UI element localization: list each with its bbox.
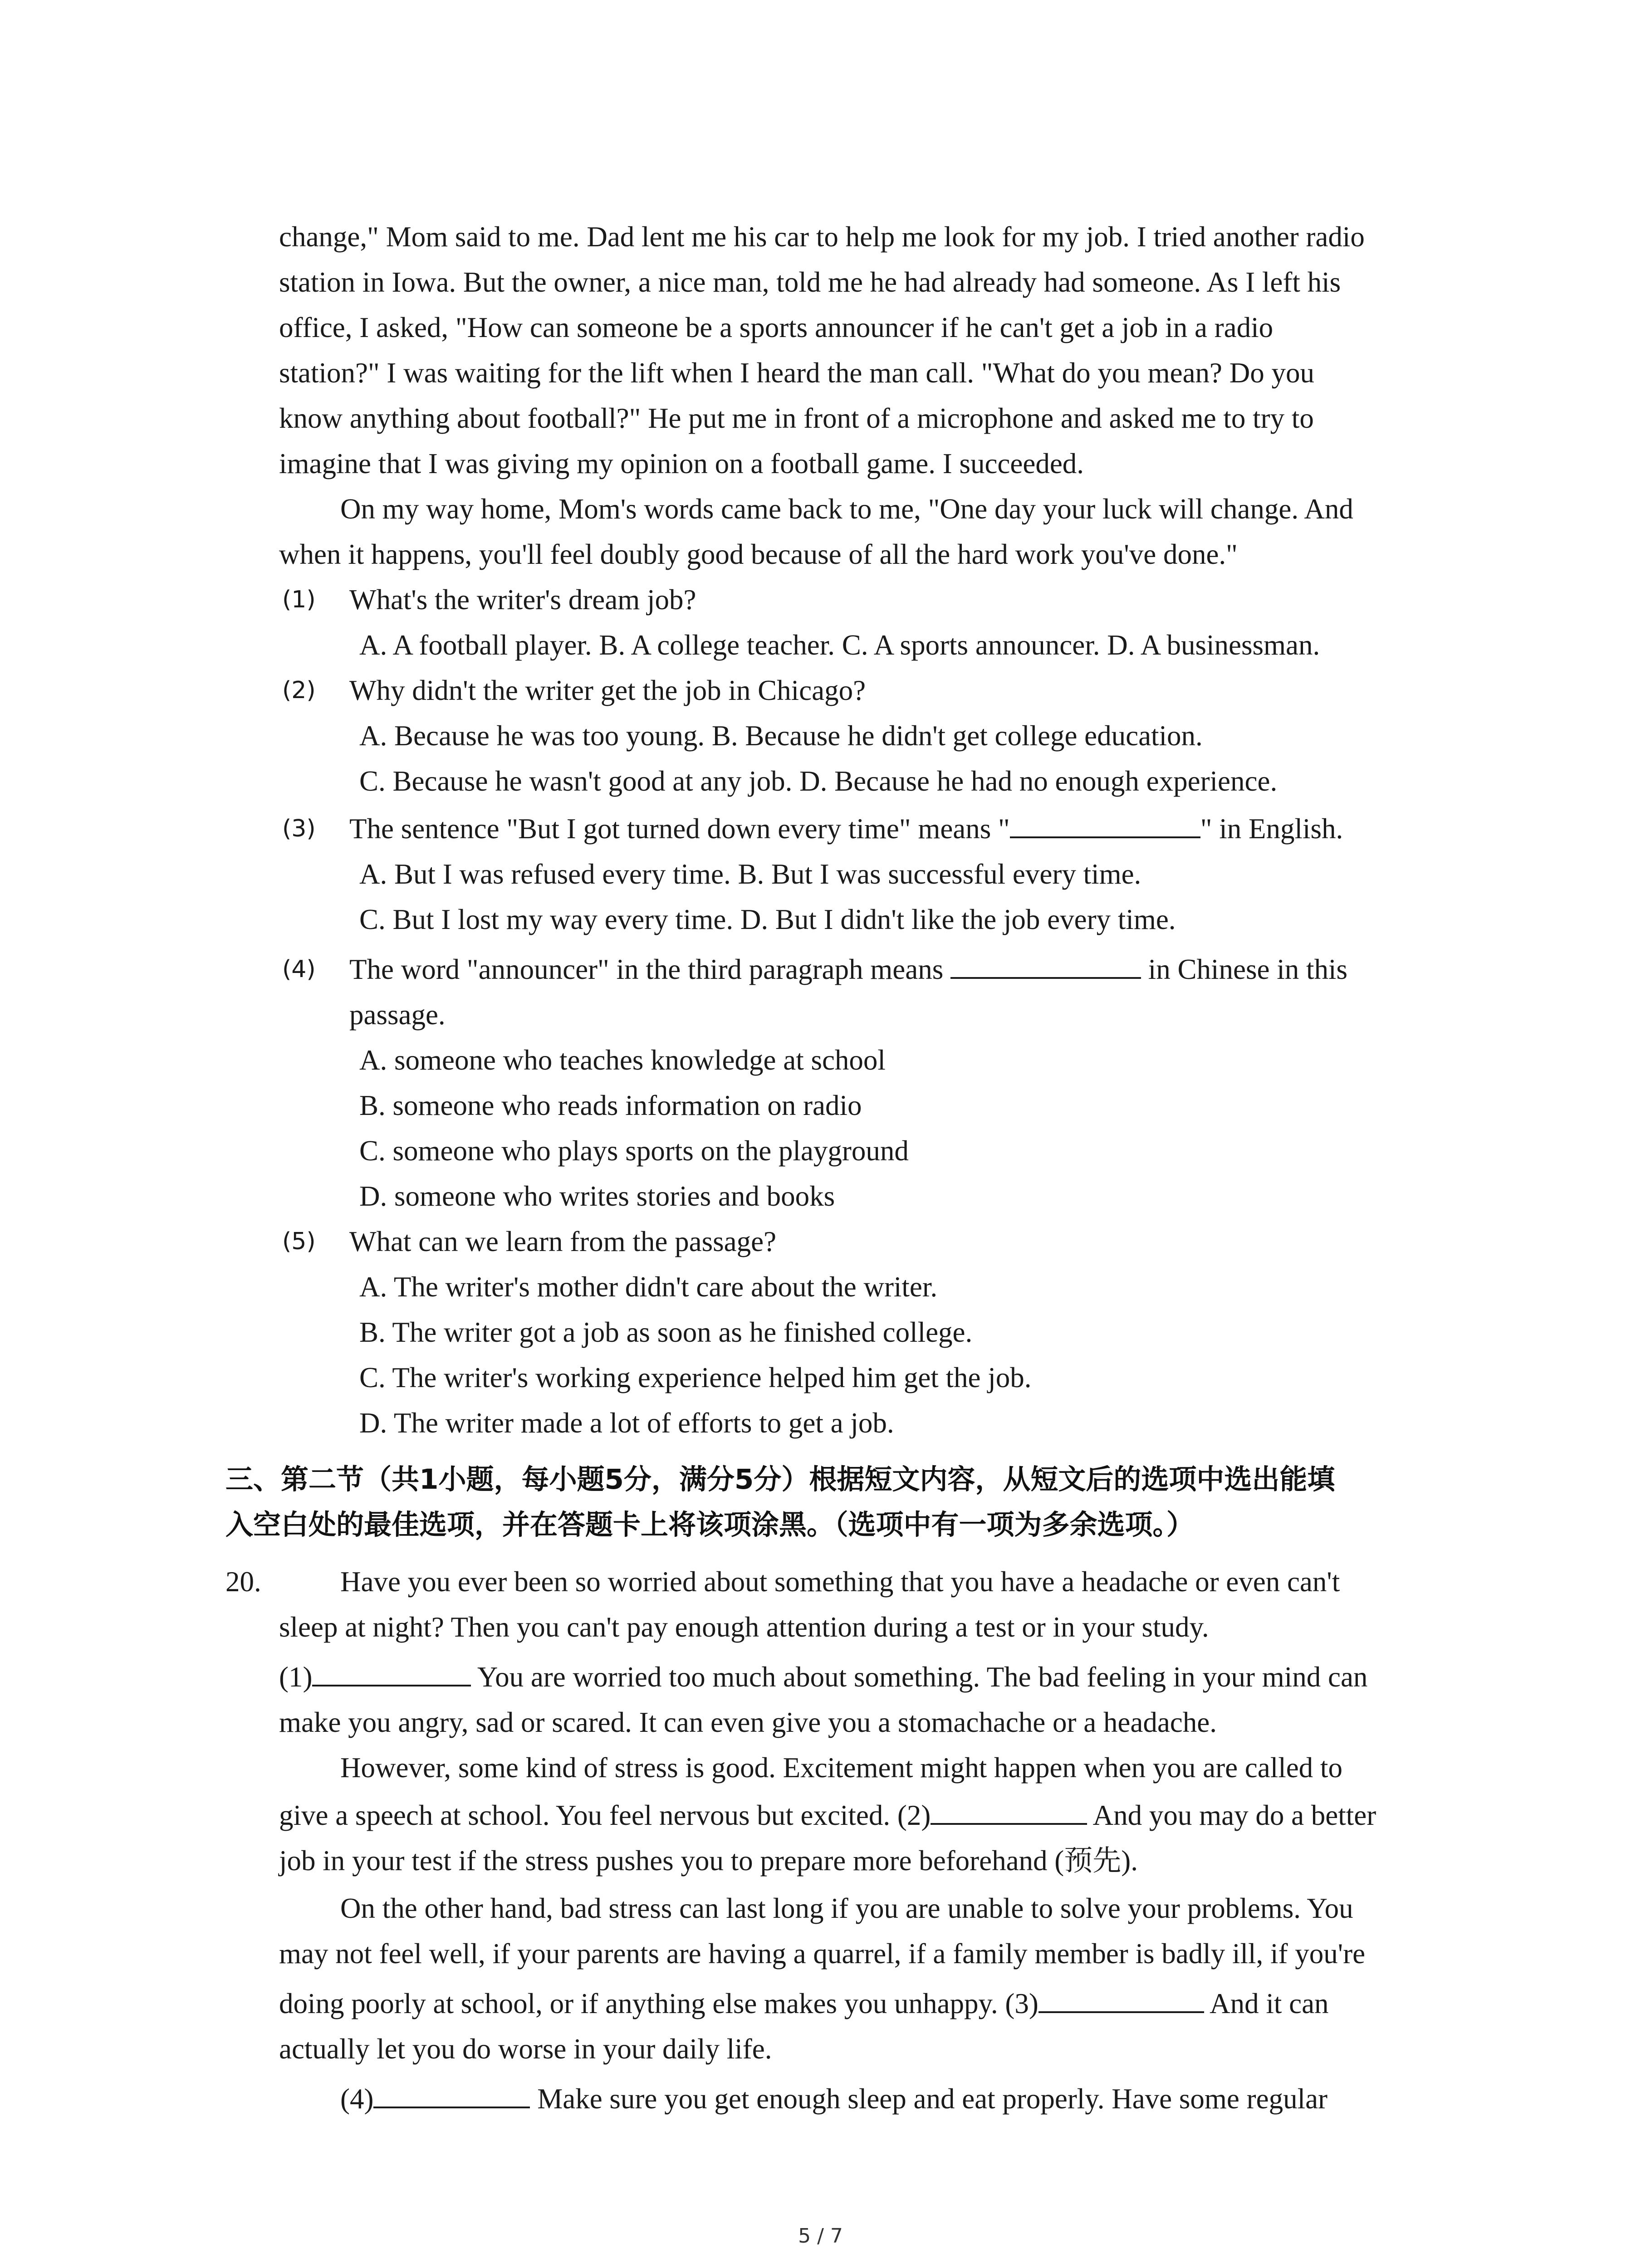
passage-line	[279, 1797, 1376, 1833]
passage-line	[279, 1659, 1367, 1695]
stem-text: " in English.	[1200, 813, 1343, 845]
section-heading: 入空白处的最佳选项，并在答题卡上将该项涂黑。（选项中有一项为多余选项。）	[225, 1509, 1195, 1541]
passage-line: actually let you do worse in your daily life.	[279, 2033, 772, 2065]
answer-blank	[312, 1659, 471, 1686]
passage-line: station?" I was waiting for the lift when I heard the man call. "What do you mean? Do you	[279, 357, 1314, 389]
passage-line: imagine that I was giving my opinion on a football game. I succeeded.	[279, 448, 1084, 479]
answer-blank	[1010, 811, 1200, 838]
question-number: (5)	[282, 1228, 316, 1255]
passage-text: And it can	[1204, 1988, 1329, 2019]
question-options: C. Because he wasn't good at any job. D. Because he had no enough experience.	[359, 765, 1278, 797]
question-stem: passage.	[349, 999, 446, 1031]
question-options: D. The writer made a lot of efforts to get a job.	[359, 1407, 894, 1439]
passage-line: office, I asked, "How can someone be a sports announcer if he can't get a job in a radio	[279, 312, 1274, 343]
stem-text: The sentence "But I got turned down every time" means "	[349, 813, 1010, 845]
question-options: A. But I was refused every time. B. But I was successful every time.	[359, 858, 1141, 890]
question-options: B. someone who reads information on radio	[359, 1090, 862, 1121]
stem-text: in Chinese in this	[1141, 953, 1347, 985]
passage-line: change," Mom said to me. Dad lent me his car to help me look for my job. I tried another radio	[279, 221, 1365, 253]
question-options: A. Because he was too young. B. Because he didn't get college education.	[359, 720, 1203, 752]
blank-label: (1)	[279, 1661, 313, 1693]
passage-line: On the other hand, bad stress can last long if you are unable to solve your problems. You	[340, 1892, 1353, 1924]
question-options: A. someone who teaches knowledge at school	[359, 1044, 886, 1076]
passage-line	[279, 1985, 1329, 2022]
passage-text: doing poorly at school, or if anything else makes you unhappy. (3)	[279, 1988, 1038, 2019]
question-number: (1)	[282, 586, 316, 613]
question-options: C. The writer's working experience helped him get the job.	[359, 1362, 1032, 1393]
question-number: (4)	[282, 956, 316, 983]
question-number: (2)	[282, 677, 316, 704]
passage-text: Make sure you get enough sleep and eat properly. Have some regular	[530, 2083, 1328, 2115]
answer-blank	[1038, 1986, 1204, 2013]
passage-line: sleep at night? Then you can't pay enough attention during a test or in your study.	[279, 1611, 1209, 1643]
passage-line: However, some kind of stress is good. Excitement might happen when you are called to	[340, 1752, 1342, 1784]
passage-text: And you may do a better	[1087, 1799, 1376, 1831]
question-number: (3)	[282, 815, 316, 842]
question-stem: Why didn't the writer get the job in Chicago?	[349, 675, 866, 706]
stem-text: The word "announcer" in the third paragraph means	[349, 953, 950, 985]
blank-label: (4)	[340, 2083, 374, 2115]
passage-line: job in your test if the stress pushes you to prepare more beforehand (预先).	[279, 1845, 1138, 1877]
question-options: D. someone who writes stories and books	[359, 1180, 835, 1212]
passage-text: give a speech at school. You feel nervous but excited. (2)	[279, 1799, 931, 1831]
passage-text: You are worried too much about something. The bad feeling in your mind can	[471, 1661, 1368, 1693]
passage-line: when it happens, you'll feel doubly good because of all the hard work you've done."	[279, 538, 1238, 570]
passage-line: station in Iowa. But the owner, a nice man, told me he had already had someone. As I left his	[279, 266, 1341, 298]
section-heading: 三、第二节（共1小题，每小题5分，满分5分）根据短文内容，从短文后的选项中选出能填	[225, 1463, 1335, 1496]
page-number: 5 / 7	[798, 2224, 843, 2248]
question-number: 20.	[225, 1566, 261, 1598]
question-stem	[349, 811, 1343, 847]
answer-blank	[950, 952, 1141, 979]
question-options: C. But I lost my way every time. D. But I didn't like the job every time.	[359, 904, 1176, 935]
passage-line: make you angry, sad or scared. It can even give you a stomachache or a headache.	[279, 1706, 1217, 1738]
question-stem	[349, 951, 1347, 987]
question-options: A. A football player. B. A college teacher. C. A sports announcer. D. A businessman.	[359, 629, 1320, 661]
question-options: C. someone who plays sports on the playground	[359, 1135, 909, 1167]
question-options: A. The writer's mother didn't care about the writer.	[359, 1271, 938, 1303]
passage-line: know anything about football?" He put me in front of a microphone and asked me to try to	[279, 402, 1314, 434]
answer-blank	[931, 1798, 1087, 1825]
passage-line: On my way home, Mom's words came back to me, "One day your luck will change. And	[340, 493, 1353, 525]
answer-blank	[373, 2081, 530, 2108]
passage-line: may not feel well, if your parents are having a quarrel, if a family member is badly ill, if you're	[279, 1938, 1366, 1970]
question-options: B. The writer got a job as soon as he finished college.	[359, 1316, 973, 1348]
passage-line: Have you ever been so worried about something that you have a headache or even can't	[340, 1566, 1340, 1598]
passage-line	[340, 2081, 1327, 2117]
question-stem: What's the writer's dream job?	[349, 584, 696, 616]
question-stem: What can we learn from the passage?	[349, 1226, 777, 1257]
